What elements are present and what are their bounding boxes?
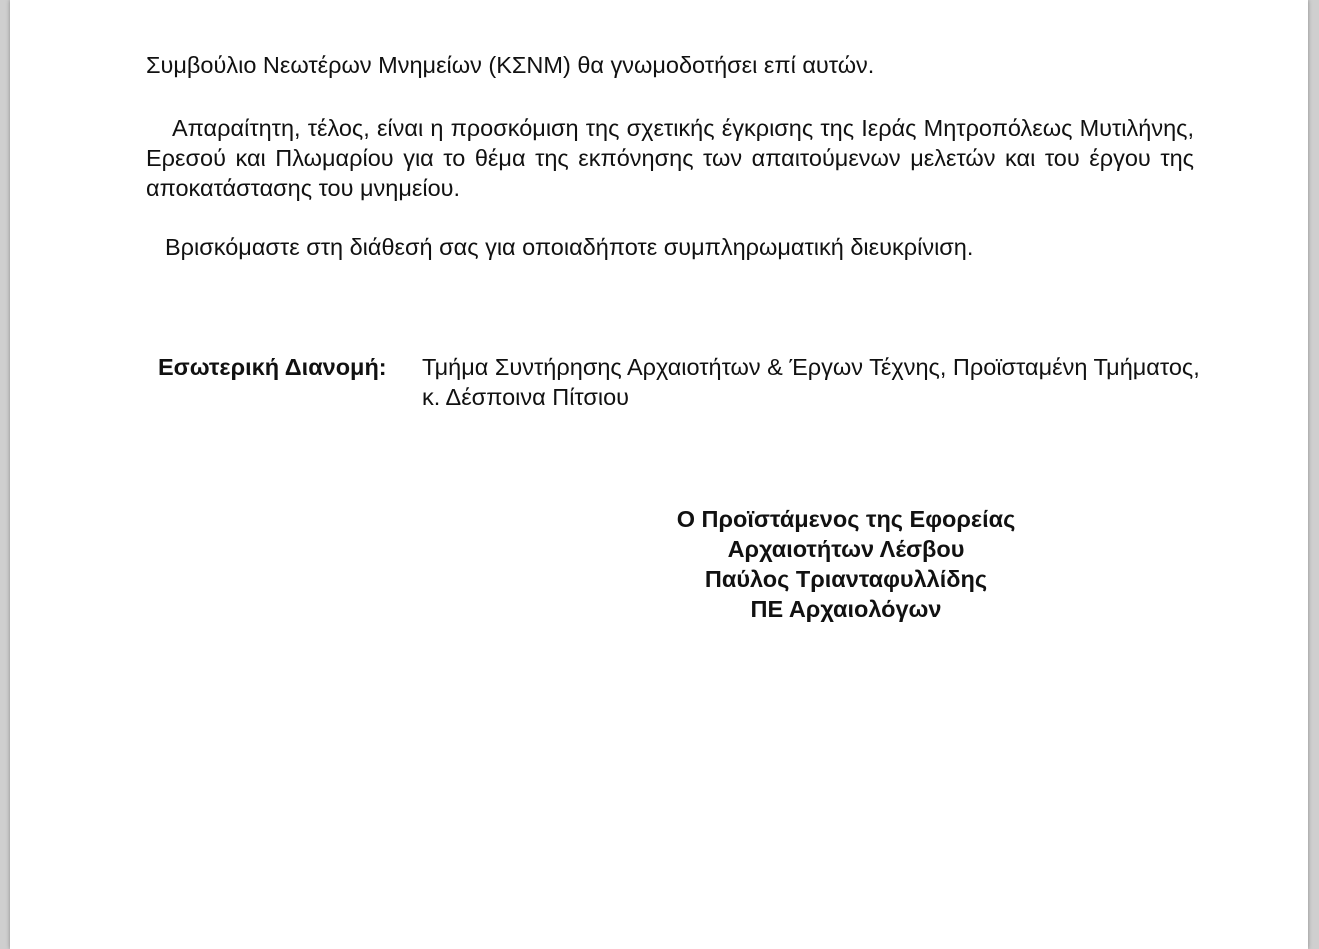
internal-distribution-text: Τμήμα Συντήρησης Αρχαιοτήτων & Έργων Τέχνης, Προϊσταμένη Τμήματος, κ. Δέσποινα Πίτσιου xyxy=(422,354,1200,410)
signature-block xyxy=(630,504,1062,624)
signature-name-line: Παύλος Τριανταφυλλίδης xyxy=(704,566,988,592)
paragraph-metropolis-approval: Απαραίτητη, τέλος, είναι η προσκόμιση της σχετικής έγκρισης της Ιεράς Μητροπόλεως Μυτιλήνης, Ερεσού και Πλωμαρίου για το θέμα της εκπόνησης των απαιτούμενων μελετών και του έργου της αποκατάστασης του μνημείου. xyxy=(146,115,1194,201)
signature-office-line: Αρχαιοτήτων Λέσβου xyxy=(727,536,965,562)
signature-title-line: Ο Προϊστάμενος της Εφορείας xyxy=(676,506,1016,532)
paragraph-council-opinion: Συμβούλιο Νεωτέρων Μνημείων (ΚΣΝΜ) θα γνωμοδοτήσει επί αυτών. xyxy=(146,52,875,78)
signature-rank-line: ΠΕ Αρχαιολόγων xyxy=(750,596,942,622)
paragraph-availability: Βρισκόμαστε στη διάθεσή σας για οποιαδήποτε συμπληρωματική διευκρίνιση. xyxy=(165,234,974,260)
internal-distribution-label: Εσωτερική Διανομή: xyxy=(158,354,387,380)
document-page xyxy=(10,0,1308,949)
